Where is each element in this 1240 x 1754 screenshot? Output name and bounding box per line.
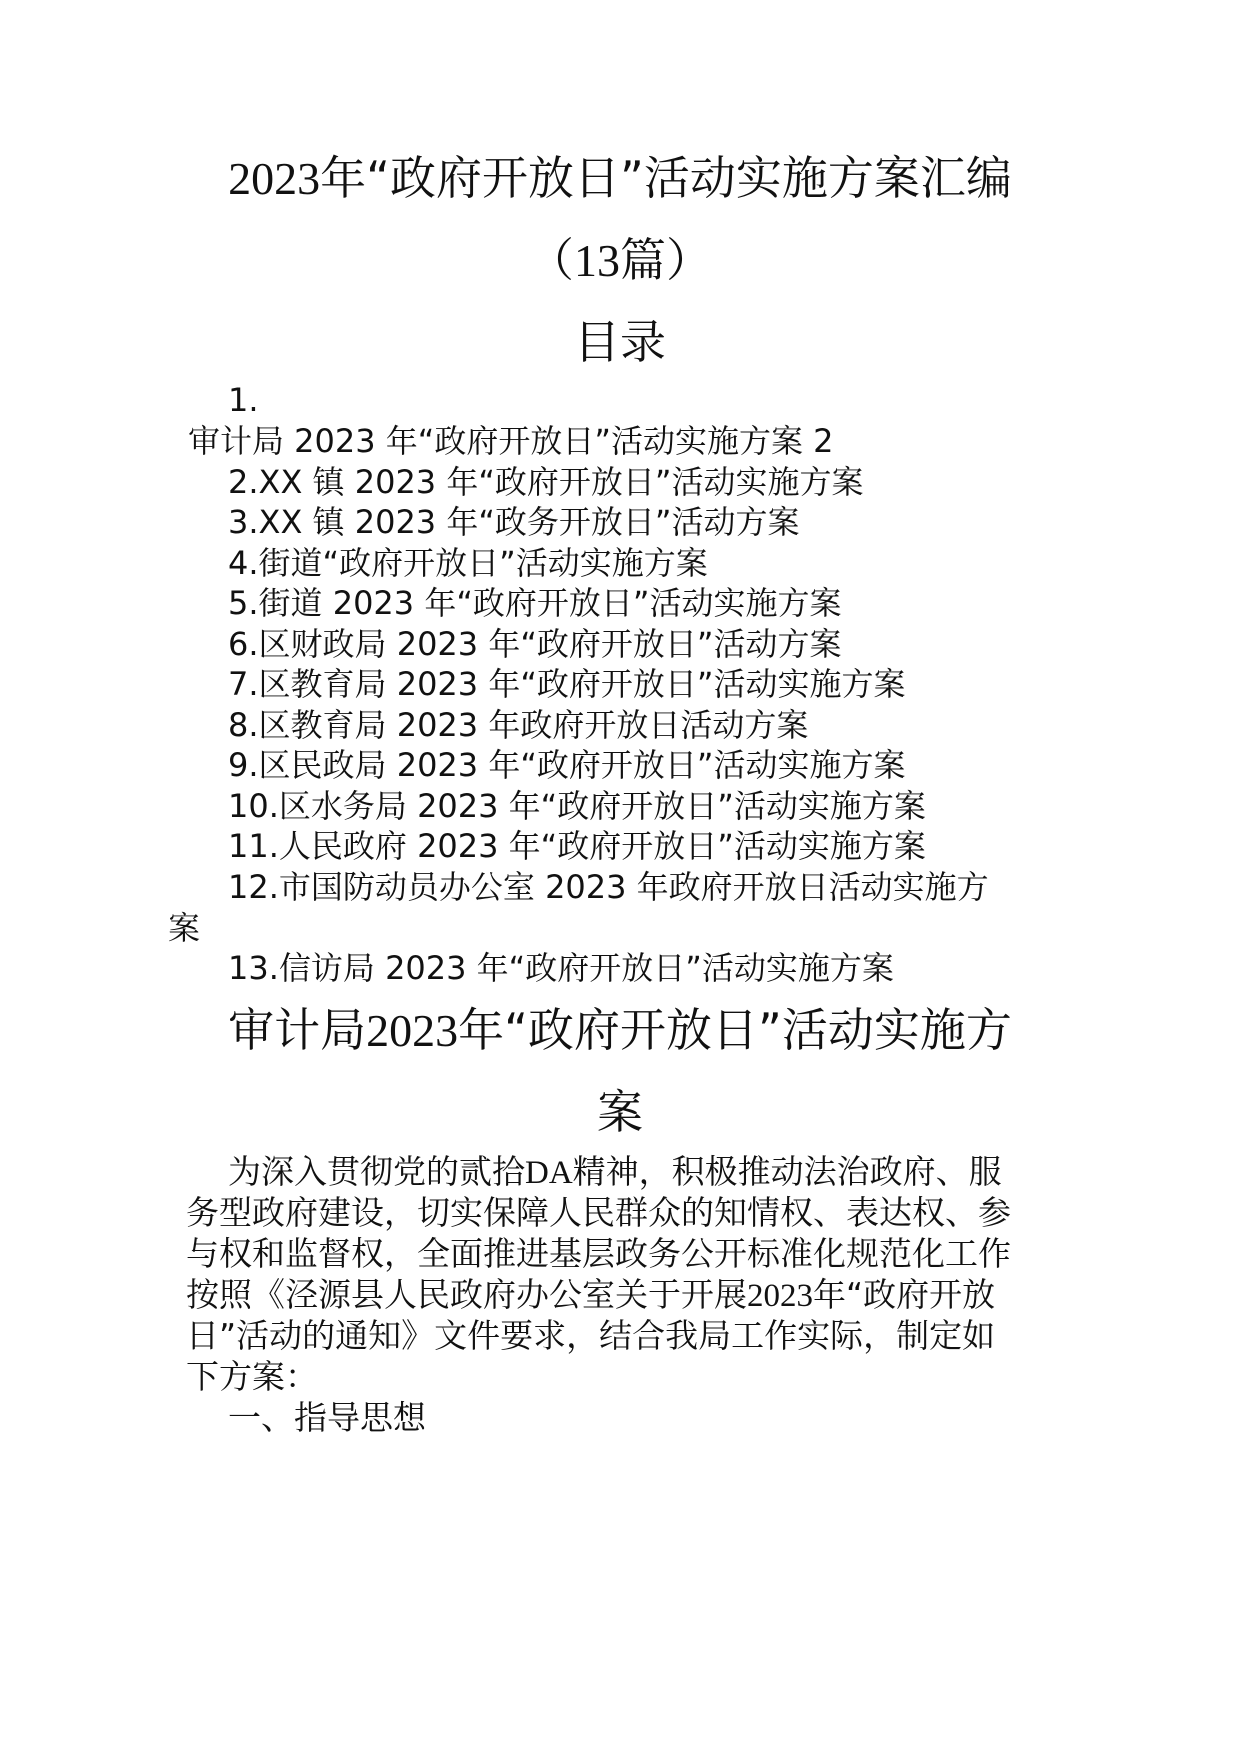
section-title-year: 2023 [366, 1005, 459, 1056]
toc-item-5[interactable]: 5.街道 2023 年“政府开放日”活动实施方案 [228, 584, 842, 622]
toc-item-12-continued[interactable]: 案 [168, 909, 201, 947]
toc-item-1-number[interactable]: 1. [228, 381, 259, 419]
title-paren-open: （ [528, 233, 574, 287]
paragraph-line-4-c: 年“政府开放 [813, 1275, 996, 1314]
title-count-suffix: 篇） [620, 233, 712, 287]
toc-item-3[interactable]: 3.XX 镇 2023 年“政务开放日”活动方案 [228, 503, 800, 541]
toc-item-10[interactable]: 10.区水务局 2023 年“政府开放日”活动实施方案 [228, 787, 926, 825]
paragraph-line-6: 下方案： [186, 1357, 318, 1396]
toc-item-12[interactable]: 12.市国防动员办公室 2023 年政府开放日活动实施方 [228, 868, 989, 906]
toc-item-8[interactable]: 8.区教育局 2023 年政府开放日活动方案 [228, 706, 809, 744]
section-title-suffix: 年“政府开放日”活动实施方 [458, 1003, 1012, 1057]
toc-item-13[interactable]: 13.信访局 2023 年“政府开放日”活动实施方案 [228, 949, 894, 987]
toc-heading: 目录 [574, 315, 666, 369]
paragraph-line-5: 日”活动的通知》文件要求，结合我局工作实际，制定如 [186, 1316, 996, 1355]
document-title-line-2 [0, 232, 1240, 289]
paragraph-line-1 [228, 1150, 1002, 1195]
paragraph-line-1-b: DA [525, 1155, 573, 1191]
section-title-line-2: 案 [597, 1085, 643, 1139]
toc-item-4[interactable]: 4.街道“政府开放日”活动实施方案 [228, 544, 708, 582]
toc-item-2[interactable]: 2.XX 镇 2023 年“政府开放日”活动实施方案 [228, 463, 864, 501]
paragraph-line-1-a: 为深入贯彻党的贰拾 [228, 1152, 525, 1191]
toc-item-1[interactable]: 审计局 2023 年“政府开放日”活动实施方案 2 [188, 422, 834, 460]
toc-item-9[interactable]: 9.区民政局 2023 年“政府开放日”活动实施方案 [228, 746, 906, 784]
paragraph-line-3: 与权和监督权，全面推进基层政务公开标准化规范化工作 [186, 1234, 1011, 1273]
document-title-line-1 [0, 150, 1240, 207]
paragraph-line-4-b: 2023 [747, 1278, 813, 1314]
paragraph-line-2: 务型政府建设，切实保障人民群众的知情权、表达权、参 [186, 1193, 1011, 1232]
paragraph-line-4-a: 按照《泾源县人民政府办公室关于开展 [186, 1275, 747, 1314]
toc-item-7[interactable]: 7.区教育局 2023 年“政府开放日”活动实施方案 [228, 665, 906, 703]
section-title-line-1 [0, 1002, 1240, 1059]
title-text: 年“政府开放日”活动实施方案汇编 [320, 151, 1012, 205]
subheading-guiding-ideology: 一、指导思想 [228, 1398, 426, 1437]
toc-item-11[interactable]: 11.人民政府 2023 年“政府开放日”活动实施方案 [228, 827, 926, 865]
section-title-prefix: 审计局 [228, 1003, 367, 1057]
toc-item-6[interactable]: 6.区财政局 2023 年“政府开放日”活动方案 [228, 625, 842, 663]
paragraph-line-4 [186, 1273, 995, 1318]
title-count: 13 [574, 235, 620, 286]
title-year: 2023 [228, 153, 321, 204]
paragraph-line-1-c: 精神，积极推动法治政府、服 [572, 1152, 1002, 1191]
